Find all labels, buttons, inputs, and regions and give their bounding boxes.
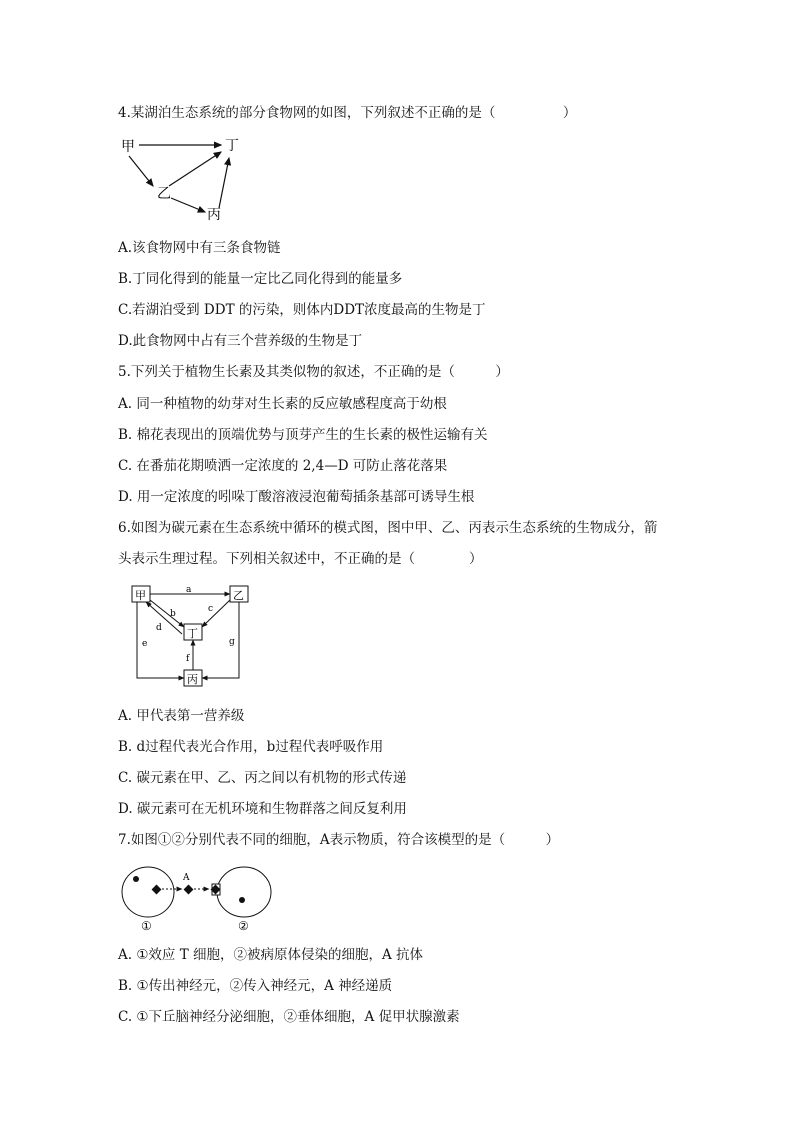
q4-option-d: D.此食物网中占有三个营养级的生物是丁 xyxy=(118,333,363,349)
q4-option-b: B.丁同化得到的能量一定比乙同化得到的能量多 xyxy=(118,271,403,287)
q4-arrow-yi-bing xyxy=(171,198,205,212)
q7-option-b: B. ①传出神经元，②传入神经元，A 神经递质 xyxy=(118,978,393,994)
q4-node-jia: 甲 xyxy=(121,139,135,155)
q7-cell2 xyxy=(217,867,271,917)
q6-arrow-c xyxy=(202,600,230,627)
q4-node-bing: 丙 xyxy=(207,207,221,223)
q5-option-d: D. 用一定浓度的吲哚丁酸溶液浸泡葡萄插条基部可诱导生根 xyxy=(118,489,475,505)
q6-label-a: a xyxy=(186,585,192,595)
q7-label-cell2: ② xyxy=(238,919,249,933)
q7-cell2-nucleus xyxy=(239,897,245,903)
q7-option-a: A. ①效应 T 细胞，②被病原体侵染的细胞，A 抗体 xyxy=(118,947,424,963)
q6-option-d: D. 碳元素可在无机环境和生物群落之间反复利用 xyxy=(118,801,407,817)
q7-label-cell1: ① xyxy=(141,919,152,933)
q5-option-b: B. 棉花表现出的顶端优势与顶芽产生的生长素的极性运输有关 xyxy=(118,427,488,443)
q6-node-yi: 乙 xyxy=(233,589,244,602)
q6-arrow-d xyxy=(146,602,182,634)
q7-cell-signal-diagram xyxy=(118,864,278,934)
q4-arrow-jia-yi xyxy=(129,156,153,186)
q6-label-b: b xyxy=(170,609,176,619)
q4-arrow-yi-ding xyxy=(169,152,221,186)
q7-stem: 7.如图①②分别代表不同的细胞，A表示物质，符合该模型的是（ ） xyxy=(118,832,560,848)
q6-label-g: g xyxy=(229,637,235,647)
q5-option-a: A. 同一种植物的幼芽对生长素的反应敏感程度高于幼根 xyxy=(118,396,447,412)
q6-label-c: c xyxy=(208,604,214,614)
q6-label-e: e xyxy=(142,639,148,649)
q6-stem-line2: 头表示生理过程。下列相关叙述中，不正确的是（ ） xyxy=(118,551,483,567)
q7-label-a: A xyxy=(183,873,190,883)
q6-option-b: B. d过程代表光合作用，b过程代表呼吸作用 xyxy=(118,739,384,755)
q6-label-f: f xyxy=(186,654,190,664)
q6-carbon-cycle-diagram xyxy=(128,582,256,692)
q4-option-a: A.该食物网中有三条食物链 xyxy=(118,240,281,256)
q7-cell1 xyxy=(122,867,174,917)
q5-option-c: C. 在番茄花期喷洒一定浓度的 2,4—D 可防止落花落果 xyxy=(118,458,448,474)
q4-option-c: C.若湖泊受到 DDT 的污染，则体内DDT浓度最高的生物是丁 xyxy=(118,302,486,318)
q6-node-bing: 丙 xyxy=(187,673,198,686)
q6-stem-line1: 6.如图为碳元素在生态系统中循环的模式图，图中甲、乙、丙表示生态系统的生物成分，箭 xyxy=(118,520,658,536)
q4-stem: 4.某湖泊生态系统的部分食物网的如图，下列叙述不正确的是（ ） xyxy=(118,105,577,121)
q7-cell1-nucleus xyxy=(133,876,139,882)
q6-node-jia: 甲 xyxy=(135,589,146,602)
q6-node-ding: 丁 xyxy=(187,627,198,640)
q7-substance-a xyxy=(184,885,194,895)
q5-stem: 5.下列关于植物生长素及其类似物的叙述，不正确的是（ ） xyxy=(118,364,509,380)
q4-node-yi: 乙 xyxy=(157,186,171,202)
q4-node-ding: 丁 xyxy=(225,138,239,154)
q6-label-d: d xyxy=(156,623,162,633)
q6-option-c: C. 碳元素在甲、乙、丙之间以有机物的形式传递 xyxy=(118,770,407,786)
q6-option-a: A. 甲代表第一营养级 xyxy=(118,708,245,724)
q4-food-web-diagram xyxy=(115,134,250,226)
q4-arrow-bing-ding xyxy=(219,158,229,208)
q7-option-c: C. ①下丘脑神经分泌细胞，②垂体细胞，A 促甲状腺激素 xyxy=(118,1009,460,1025)
